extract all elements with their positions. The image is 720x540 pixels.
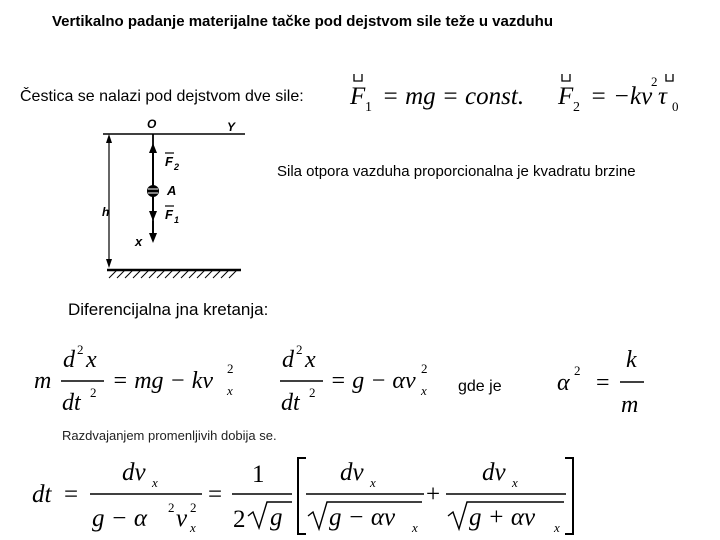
sep-g: g [270,504,283,531]
sep-f1-den-sub: x [190,520,196,535]
height-arrow-top [106,134,112,143]
height-arrow-bottom [106,259,112,268]
f1-label: F [165,207,173,222]
alpha-definition [557,347,644,418]
sep-f3-num-sub: x [370,475,376,490]
f1-arrow-head [149,211,157,221]
separation-note: Razdvajanjem promenljivih dobija se. [62,428,277,443]
left-bracket [298,458,306,534]
alpha-equals: = [596,370,610,396]
alpha-k: k [626,347,637,373]
eq1-rhs: = mg − kv [112,368,214,394]
eq1-rhs-sub: x [227,383,233,398]
f2-tau: τ [658,83,667,110]
eq1-num-x: x [86,347,97,373]
eq2-den-sq: 2 [309,385,316,400]
sep-two: 2 [233,506,246,533]
f1-subscript: 1 [365,100,372,115]
y-axis-label: Y [227,120,236,134]
equation-2 [280,342,428,416]
eq1-m: m [34,368,52,394]
sep-f4-num-sub: x [512,475,518,490]
eq2-rhs-sub: x [421,383,427,398]
origin-label: O [147,117,157,131]
f2-vector-mark [562,74,570,81]
f2-subscript: 2 [573,100,580,115]
f2-equation [557,74,679,115]
f2-tau-sub: 0 [672,99,679,114]
alpha-sq: 2 [574,363,581,378]
differential-equations [30,340,720,420]
eq2-num-sq: 2 [296,342,303,357]
eq1-num-d: d [63,347,75,373]
sep-f4-den-sub: x [554,520,560,535]
fall-diagram [95,115,255,290]
differential-heading: Diferencijalna jna kretanja: [68,300,269,319]
eq1-den-dt: dt [62,390,81,416]
x-axis-arrow-head [149,233,157,243]
equation-1 [34,342,234,416]
sep-f4-den: g + αv [469,504,536,531]
sep-f4-num: dv [482,459,506,486]
sep-f3-num: dv [340,459,364,486]
alpha-m: m [621,392,639,418]
f2-label-sub: 2 [174,162,180,172]
f1-rhs: = mg = const. [382,83,525,110]
slide-title: Vertikalno padanje materijalne tačke pod dejstvom sile teže u vazduhu [52,13,553,30]
f2-symbol: F [558,83,574,110]
alpha-symbol: α [557,370,570,396]
eq2-den-dt: dt [281,390,300,416]
sep-f1-den: g − α [92,505,147,532]
sep-f1-num: dv [122,459,146,486]
f1-symbol: F [350,83,366,110]
eq2-num-x: x [305,347,316,373]
sep-f1-den-v: v [176,505,188,532]
f2-square: 2 [651,74,658,89]
point-a-label: A [167,183,177,198]
intro-text: Čestica se nalazi pod dejstvom dve sile: [20,88,304,105]
eq2-rhs-sq: 2 [421,361,428,376]
f1-equation [349,74,524,115]
force-equations [340,66,720,116]
eq1-rhs-sq: 2 [227,361,234,376]
sep-plus: + [426,481,441,508]
gde-je-text: gde je [458,378,502,395]
sep-one: 1 [252,461,265,488]
f1-vector-mark [354,74,362,81]
sep-dt: dt [32,481,52,508]
sep-f3-den-sub: x [412,520,418,535]
f2-arrow-head [149,143,157,153]
x-axis-label: x [135,234,143,249]
eq2-num-d: d [282,347,294,373]
eq1-num-sq: 2 [77,342,84,357]
resistance-note: Sila otpora vazduha proporcionalna je kvadratu brzine [277,163,636,180]
sep-f1-den-sq1: 2 [168,500,175,515]
particle-a [147,185,159,197]
sep-eq2: = [208,481,223,508]
height-label: h [102,205,110,219]
eq2-rhs: = g − αv [330,368,416,394]
eq1-den-sq: 2 [90,385,97,400]
f2-label: F [165,154,173,169]
separated-equation [30,452,720,538]
sep-f3-den: g − αv [329,504,396,531]
f1-label-sub: 1 [174,215,180,225]
sep-f1-den-sq2: 2 [190,500,197,515]
f2-rhs: = −kv [590,83,653,110]
sep-eq1: = [64,481,79,508]
tau-vector-mark [666,74,673,81]
sep-f1-num-sub: x [152,475,158,490]
right-bracket [565,458,573,534]
